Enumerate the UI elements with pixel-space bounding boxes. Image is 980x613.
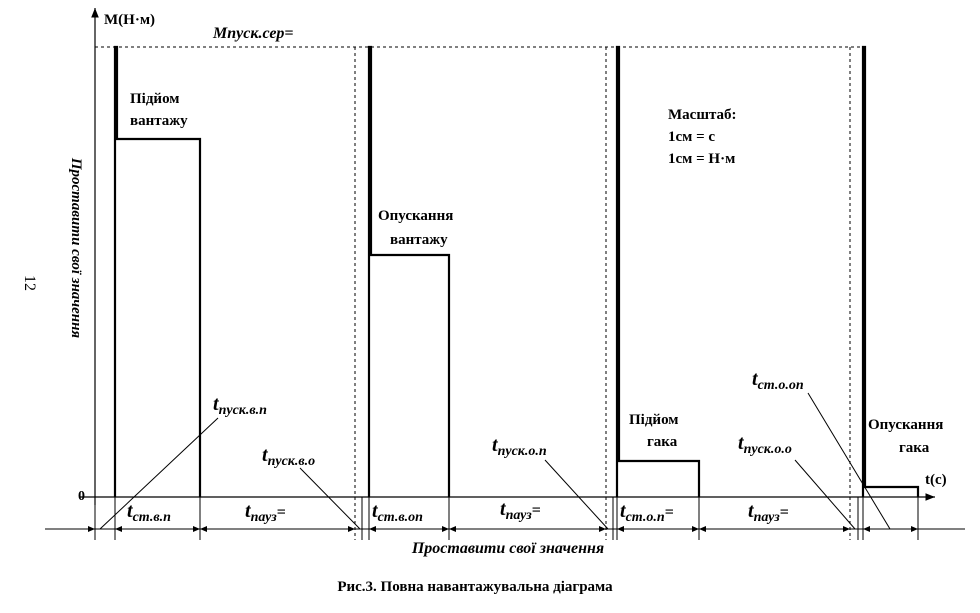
y-axis-label: M(Н·м) [104, 12, 156, 28]
scale-title: Масштаб: [668, 107, 737, 123]
interval-label-5: tст.о.п= [620, 500, 674, 525]
stage-label-lift-hook-1: Підйом [629, 412, 679, 428]
interval-label-1: tст.в.п [127, 500, 171, 525]
stage-label-lower-hook-2: гака [899, 440, 930, 456]
x-axis-label: t(с) [925, 472, 947, 488]
scale-torque: 1см = Н·м [668, 151, 736, 167]
t-start-lower-load: tпуск.в.о [262, 444, 316, 469]
origin-label: 0 [78, 489, 85, 504]
dashed-verticals [115, 47, 850, 540]
interval-label-3: tст.в.оп [372, 500, 423, 525]
page-number: 12 [21, 275, 38, 291]
interval-label-2: tпауз= [245, 500, 286, 525]
load-profile [115, 47, 918, 497]
stage-label-lower-hook-1: Опускання [868, 417, 944, 433]
stage-label-lift-hook-2: гака [647, 434, 678, 450]
x-axis-note: Проставити свої значення [411, 540, 605, 557]
scale-time: 1см = с [668, 129, 716, 145]
interval-label-4: tпауз= [500, 498, 541, 523]
interval-label-6: tпауз= [748, 500, 789, 525]
m-start-avg-label: Mпуск.сер= [213, 25, 294, 42]
stage-label-lift-load-2: вантажу [130, 113, 188, 129]
t-start-lift-load: tпуск.в.п [213, 393, 267, 418]
t-steady-lower-hook: tст.о.оп [752, 368, 804, 393]
stage-label-lower-load-1: Опускання [378, 208, 454, 224]
y-axis-note: Проставити свої значення [68, 157, 84, 339]
figure-caption: Рис.3. Повна навантажувальна діаграма [337, 579, 613, 595]
t-start-lower-hook: tпуск.о.о [738, 432, 792, 457]
stage-label-lift-load-1: Підйом [130, 91, 180, 107]
stage-label-lower-load-2: вантажу [390, 232, 448, 248]
t-start-lift-hook: tпуск.о.п [492, 434, 547, 459]
